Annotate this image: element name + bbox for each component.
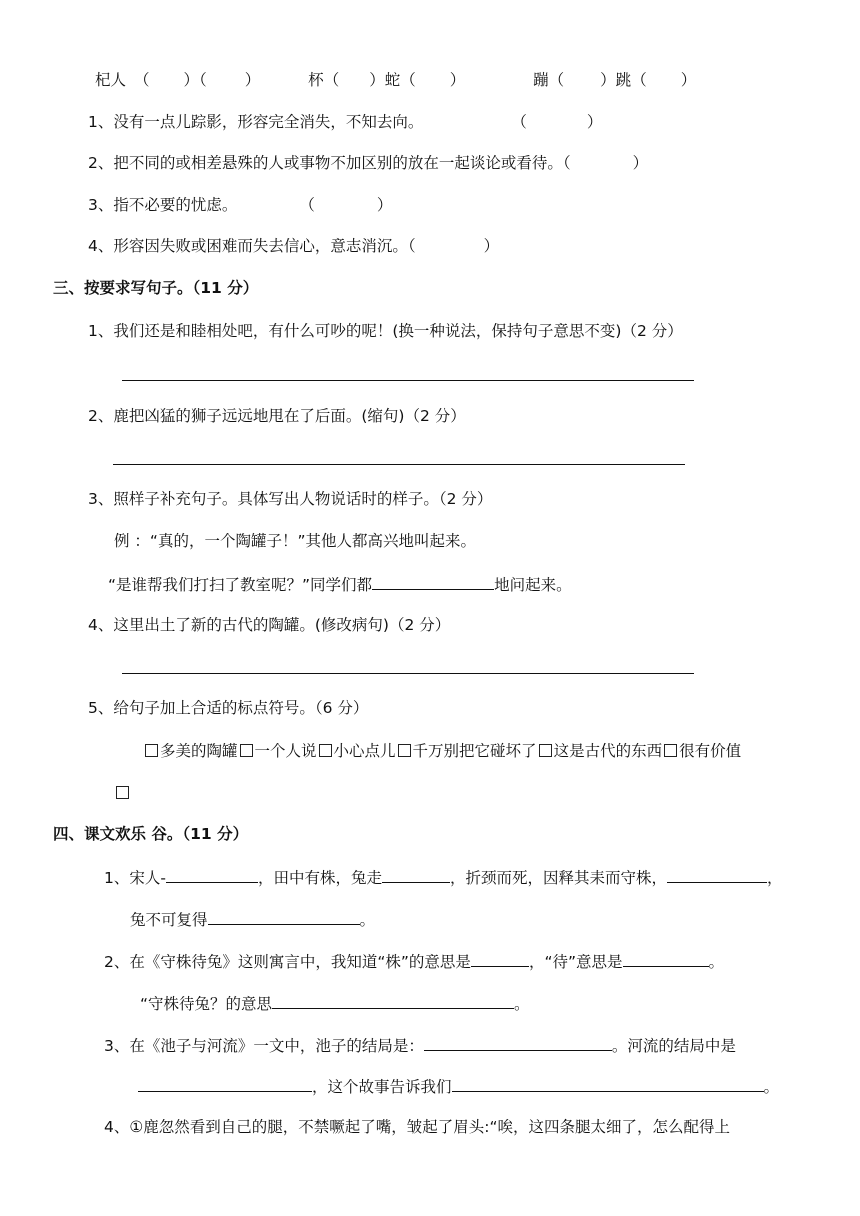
punct-box[interactable] [398, 744, 411, 757]
s3-q3-prompt-b: 地问起来。 [494, 576, 572, 594]
idiom-char-beng: 蹦 [533, 71, 549, 89]
s4-q1-f: 。 [359, 911, 376, 929]
s3-q3-blank[interactable] [372, 573, 494, 590]
s4-q3-a: 3、在《池子与河流》一文中，池子的结局是： [104, 1037, 424, 1055]
idiom-char-bei: 杯 [308, 71, 324, 89]
section-3-heading: 三、按要求写句子。（11 分） [53, 279, 259, 297]
s4-q3-c: ，这个故事告诉我们 [312, 1078, 452, 1096]
punct-box[interactable] [116, 786, 129, 799]
s2-item-2-text: 2、把不同的或相差悬殊的人或事物不加区别的放在一起谈论或看待。 [88, 154, 563, 172]
idiom-char-she: 蛇 [384, 71, 401, 89]
s4-q1-d: ， [767, 869, 783, 887]
q5-part-1: 多美的陶罐 [160, 742, 238, 760]
s3-q2: 2、鹿把凶猛的狮子远远地甩在了后面。(缩句)（2 分） [88, 407, 466, 425]
s4-q1-blank-4[interactable] [208, 908, 360, 925]
q5-part-6: 很有价值 [679, 742, 742, 760]
s3-q3: 3、照样子补充句子。具体写出人物说话时的样子。（2 分） [88, 490, 493, 508]
s2-item-3: 3、指不必要的忧虑。 （ ） [88, 196, 393, 214]
s3-q5-final-box [114, 783, 131, 803]
s3-q5-sentence [143, 741, 741, 761]
s3-q3-prompt [108, 573, 572, 595]
s3-q5: 5、给句子加上合适的标点符号。（6 分） [88, 699, 369, 717]
s4-q2-blank-1[interactable] [471, 950, 529, 967]
idiom-char-qi: 杞人 [95, 71, 127, 89]
s4-q3-blank-1[interactable] [424, 1034, 612, 1051]
punct-box[interactable] [664, 744, 677, 757]
s4-q3-blank-3[interactable] [452, 1075, 764, 1092]
section-4-heading: 四、课文欢乐 谷。（11 分） [53, 825, 249, 843]
s2-item-4: 4、形容因失败或困难而失去信心，意志消沉。（ ） [88, 237, 500, 255]
s4-q3-line2 [138, 1075, 779, 1097]
s4-q2-line1 [104, 950, 724, 972]
s2-item-4-text: 4、形容因失败或困难而失去信心，意志消沉。 [88, 237, 408, 255]
s3-q3-prompt-a: “是谁帮我们打扫了教室呢？”同学们都 [108, 576, 373, 594]
q5-part-4: 千万别把它碰坏了 [412, 742, 537, 760]
s4-q2-blank-3[interactable] [272, 992, 514, 1009]
punct-box[interactable] [145, 744, 158, 757]
idiom-char-tiao: 跳 [615, 71, 632, 89]
s4-q1-b: ，田中有株，兔走 [257, 869, 382, 887]
s4-q1-c: ，折颈而死，因释其耒而守株， [449, 869, 667, 887]
punct-box[interactable] [319, 744, 332, 757]
s4-q2-e: 。 [514, 995, 530, 1013]
q5-part-3: 小心点儿 [333, 742, 396, 760]
s2-item-2: 2、把不同的或相差悬殊的人或事物不加区别的放在一起谈论或看待。（ ） [88, 154, 649, 172]
s2-item-3-text: 3、指不必要的忧虑。 [88, 196, 238, 214]
s3-q1-answer-line[interactable] [122, 380, 694, 381]
q5-part-2: 一个人说 [254, 742, 317, 760]
punct-box[interactable] [539, 744, 552, 757]
s4-q3-d: 。 [763, 1078, 780, 1096]
s4-q2-blank-2[interactable] [623, 950, 709, 967]
s4-q1-line2 [130, 908, 375, 930]
s4-q2-a: 2、在《守株待兔》这则寓言中，我知道“株”的意思是 [104, 953, 471, 971]
s4-q2-b: ，“待”意思是 [528, 953, 623, 971]
s3-q1: 1、我们还是和睦相处吧，有什么可吵的呢！(换一种说法，保持句子意思不变)（2 分） [88, 322, 683, 340]
s4-q1-blank-1[interactable] [166, 866, 258, 883]
s2-item-1: 1、没有一点儿踪影，形容完全消失，不知去向。 （ ） [88, 113, 603, 131]
s4-q1-line1 [104, 866, 783, 888]
s4-q3-blank-2[interactable] [138, 1075, 312, 1092]
s4-q3-b: 。河流的结局中是 [611, 1037, 736, 1055]
s3-q4-answer-line[interactable] [122, 673, 694, 674]
s4-q1-a: 1、宋人- [104, 869, 166, 887]
punct-box[interactable] [240, 744, 253, 757]
q5-part-5: 这是古代的东西 [553, 742, 663, 760]
s4-q1-blank-2[interactable] [382, 866, 450, 883]
s2-item-1-text: 1、没有一点儿踪影，形容完全消失，不知去向。 [88, 113, 424, 131]
idiom-row: 杞人 （ ）（ ） 杯（ ）蛇（ ） 蹦（ ）跳（ ） [95, 71, 697, 89]
s4-q3-line1 [104, 1034, 736, 1056]
s4-q2-line2 [140, 992, 530, 1014]
s3-q2-answer-line[interactable] [113, 464, 685, 465]
s4-q4: 4、①鹿忽然看到自己的腿，不禁噘起了嘴，皱起了眉头:“唉，这四条腿太细了，怎么配得上 [104, 1118, 731, 1136]
s4-q1-e: 兔不可复得 [130, 911, 208, 929]
s3-q4: 4、这里出土了新的古代的陶罐。(修改病句)（2 分） [88, 616, 451, 634]
s4-q1-blank-3[interactable] [667, 866, 767, 883]
s4-q2-c: 。 [708, 953, 725, 971]
s4-q2-d: “守株待兔？的意思 [140, 995, 273, 1013]
s3-q3-example: 例 ：“真的，一个陶罐子！”其他人都高兴地叫起来。 [114, 532, 476, 550]
